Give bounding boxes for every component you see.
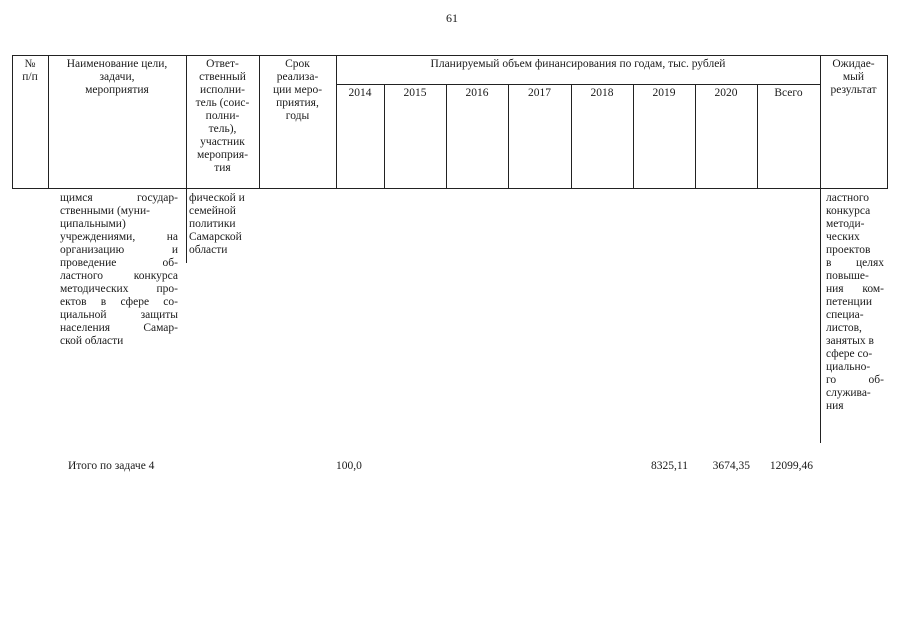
result-line: циально- [826, 361, 871, 373]
name-line: ластного конкурса [60, 270, 178, 282]
result-line: служива- [826, 387, 871, 399]
funding-subheader-line [336, 84, 820, 85]
name-line: учреждениями, на [60, 231, 178, 243]
result-line: специа- [826, 309, 864, 321]
row-result-text [826, 192, 884, 413]
executor-line: политики [189, 218, 236, 230]
result-line: конкурса [826, 205, 871, 217]
name-line: методических про- [60, 283, 178, 295]
executor-line: области [189, 244, 228, 256]
executor-line: Самарской [189, 231, 242, 243]
header-num: № п/п [22, 58, 38, 83]
header-result: Ожидае- мый результат [830, 58, 877, 96]
total-label: Итого по задаче 4 [68, 460, 155, 472]
name-line: организацию и [60, 244, 178, 256]
body-col-border [186, 188, 187, 263]
year-header-2018: 2018 [590, 87, 614, 99]
header-name: Наименование цели, задачи, мероприятия [66, 58, 168, 96]
header-funding: Планируемый объем финансирования по годам, тыс. рублей [430, 58, 726, 70]
total-2020: 3674,35 [712, 460, 750, 472]
row-executor-text [189, 192, 257, 257]
result-line: ластного [826, 192, 870, 204]
year-header-2019: 2019 [652, 87, 676, 99]
result-line: петенции [826, 296, 873, 308]
header-term: Срок реализа- ции меро- приятия, годы [272, 58, 323, 122]
result-line: ния [826, 400, 844, 412]
result-line: в целях [826, 257, 884, 269]
result-line: ния ком- [826, 283, 884, 295]
name-line: ской области [60, 335, 124, 347]
year-header-2020: 2020 [714, 87, 738, 99]
result-line: проектов [826, 244, 871, 256]
body-col-border [820, 188, 821, 443]
col-border [887, 55, 888, 189]
year-header-2017: 2017 [528, 87, 551, 99]
total-2019: 8325,11 [651, 460, 688, 472]
result-line: листов, [826, 322, 862, 334]
result-line: ческих [826, 231, 860, 243]
col-border [336, 55, 337, 189]
year-header-total: Всего [774, 87, 803, 99]
total-2014: 100,0 [336, 460, 362, 472]
year-header-2015: 2015 [403, 87, 427, 99]
year-header-2016: 2016 [465, 87, 489, 99]
year-header-2014: 2014 [348, 87, 372, 99]
result-line: методи- [826, 218, 865, 230]
name-line: ципальными) [60, 218, 126, 230]
name-line: ственными (муни- [60, 205, 150, 217]
name-line: ектов в сфере со- [60, 296, 178, 308]
name-line: щимся государ- [60, 192, 178, 204]
page-number: 61 [446, 11, 458, 25]
row-name-text [60, 192, 178, 348]
table-top-border [12, 55, 887, 56]
result-line: го об- [826, 374, 884, 386]
executor-line: семейной [189, 205, 236, 217]
result-line: сфере со- [826, 348, 873, 360]
name-line: проведение об- [60, 257, 178, 269]
header-bottom-border [12, 188, 887, 189]
total-sum: 12099,46 [769, 460, 813, 472]
executor-line: фической и [189, 192, 245, 204]
header-executor: Ответ- ственный исполни- тель (соис- полни- тель), участник мероприя- тия [195, 58, 250, 174]
name-line: населения Самар- [60, 322, 178, 334]
name-line: циальной защиты [60, 309, 178, 321]
result-line: занятых в [826, 335, 874, 347]
result-line: повыше- [826, 270, 869, 282]
